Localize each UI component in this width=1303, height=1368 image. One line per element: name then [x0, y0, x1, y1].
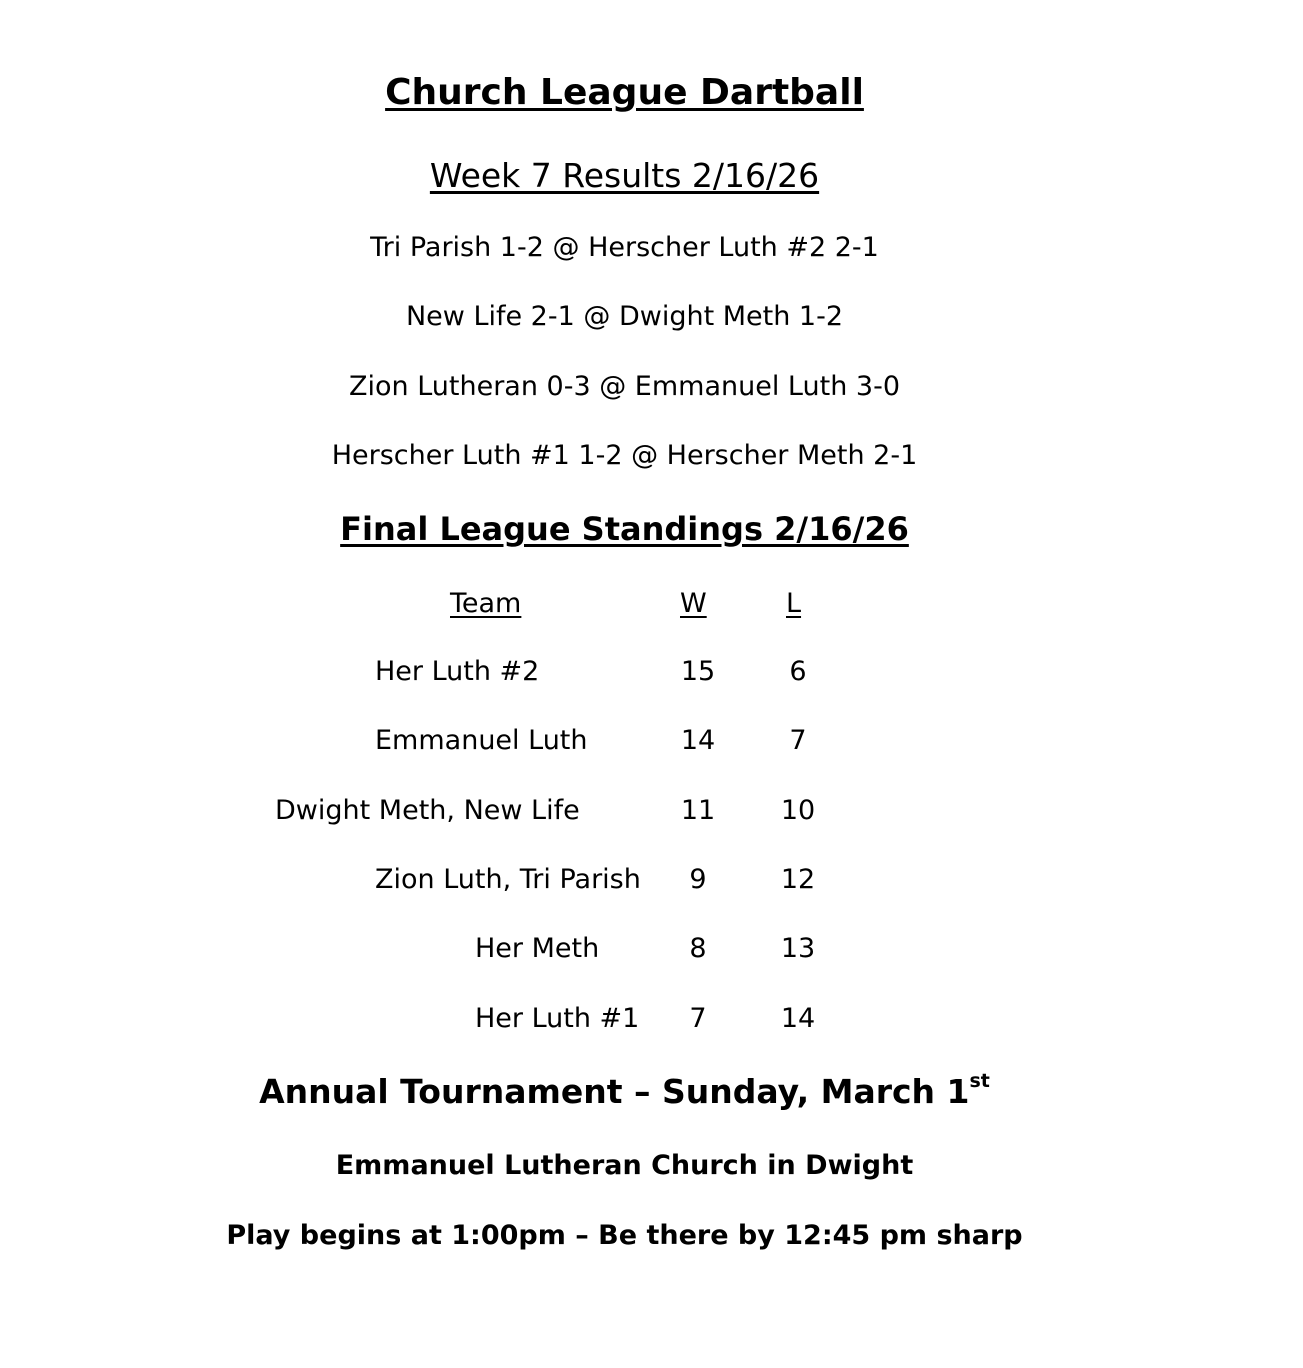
page-title: Church League Dartball — [385, 72, 864, 113]
wins-value: 14 — [680, 725, 716, 756]
result-line: Herscher Luth #1 1-2 @ Herscher Meth 2-1 — [331, 440, 918, 471]
team-name: Dwight Meth, New Life — [275, 795, 580, 826]
result-line: Tri Parish 1-2 @ Herscher Luth #2 2-1 — [370, 232, 879, 263]
tournament-heading-text: Annual Tournament – Sunday, March 1 — [259, 1072, 970, 1111]
wins-value: 9 — [689, 864, 707, 895]
team-name: Her Luth #2 — [375, 656, 540, 687]
losses-value: 10 — [780, 795, 816, 826]
losses-value: 14 — [780, 1003, 816, 1034]
team-name: Zion Luth, Tri Parish — [375, 864, 641, 895]
losses-value: 6 — [789, 656, 807, 687]
team-name: Emmanuel Luth — [375, 725, 588, 756]
standings-row — [0, 864, 1303, 904]
wins-value: 15 — [680, 656, 716, 687]
team-name: Her Meth — [475, 933, 600, 964]
result-line: Zion Lutheran 0-3 @ Emmanuel Luth 3-0 — [349, 371, 900, 402]
losses-value: 7 — [789, 725, 807, 756]
standings-row — [0, 933, 1303, 973]
standings-title: Final League Standings 2/16/26 — [340, 510, 909, 548]
wins-column-header: W — [680, 588, 707, 619]
standings-row — [0, 795, 1303, 835]
standings-row — [0, 656, 1303, 696]
tournament-heading — [0, 1072, 1249, 1111]
losses-value: 12 — [780, 864, 816, 895]
team-name: Her Luth #1 — [475, 1003, 640, 1034]
result-line: New Life 2-1 @ Dwight Meth 1-2 — [405, 301, 844, 332]
wins-value: 11 — [680, 795, 716, 826]
losses-column-header: L — [786, 588, 802, 619]
standings-row — [0, 725, 1303, 765]
tournament-location: Emmanuel Lutheran Church in Dwight — [335, 1150, 914, 1181]
standings-row — [0, 1003, 1303, 1043]
ordinal-suffix: st — [969, 1070, 990, 1092]
losses-value: 13 — [780, 933, 816, 964]
tournament-time: Play begins at 1:00pm – Be there by 12:45 pm sharp — [226, 1220, 1023, 1251]
wins-value: 7 — [689, 1003, 707, 1034]
team-column-header: Team — [450, 588, 522, 619]
week-results-title: Week 7 Results 2/16/26 — [429, 156, 820, 195]
wins-value: 8 — [689, 933, 707, 964]
